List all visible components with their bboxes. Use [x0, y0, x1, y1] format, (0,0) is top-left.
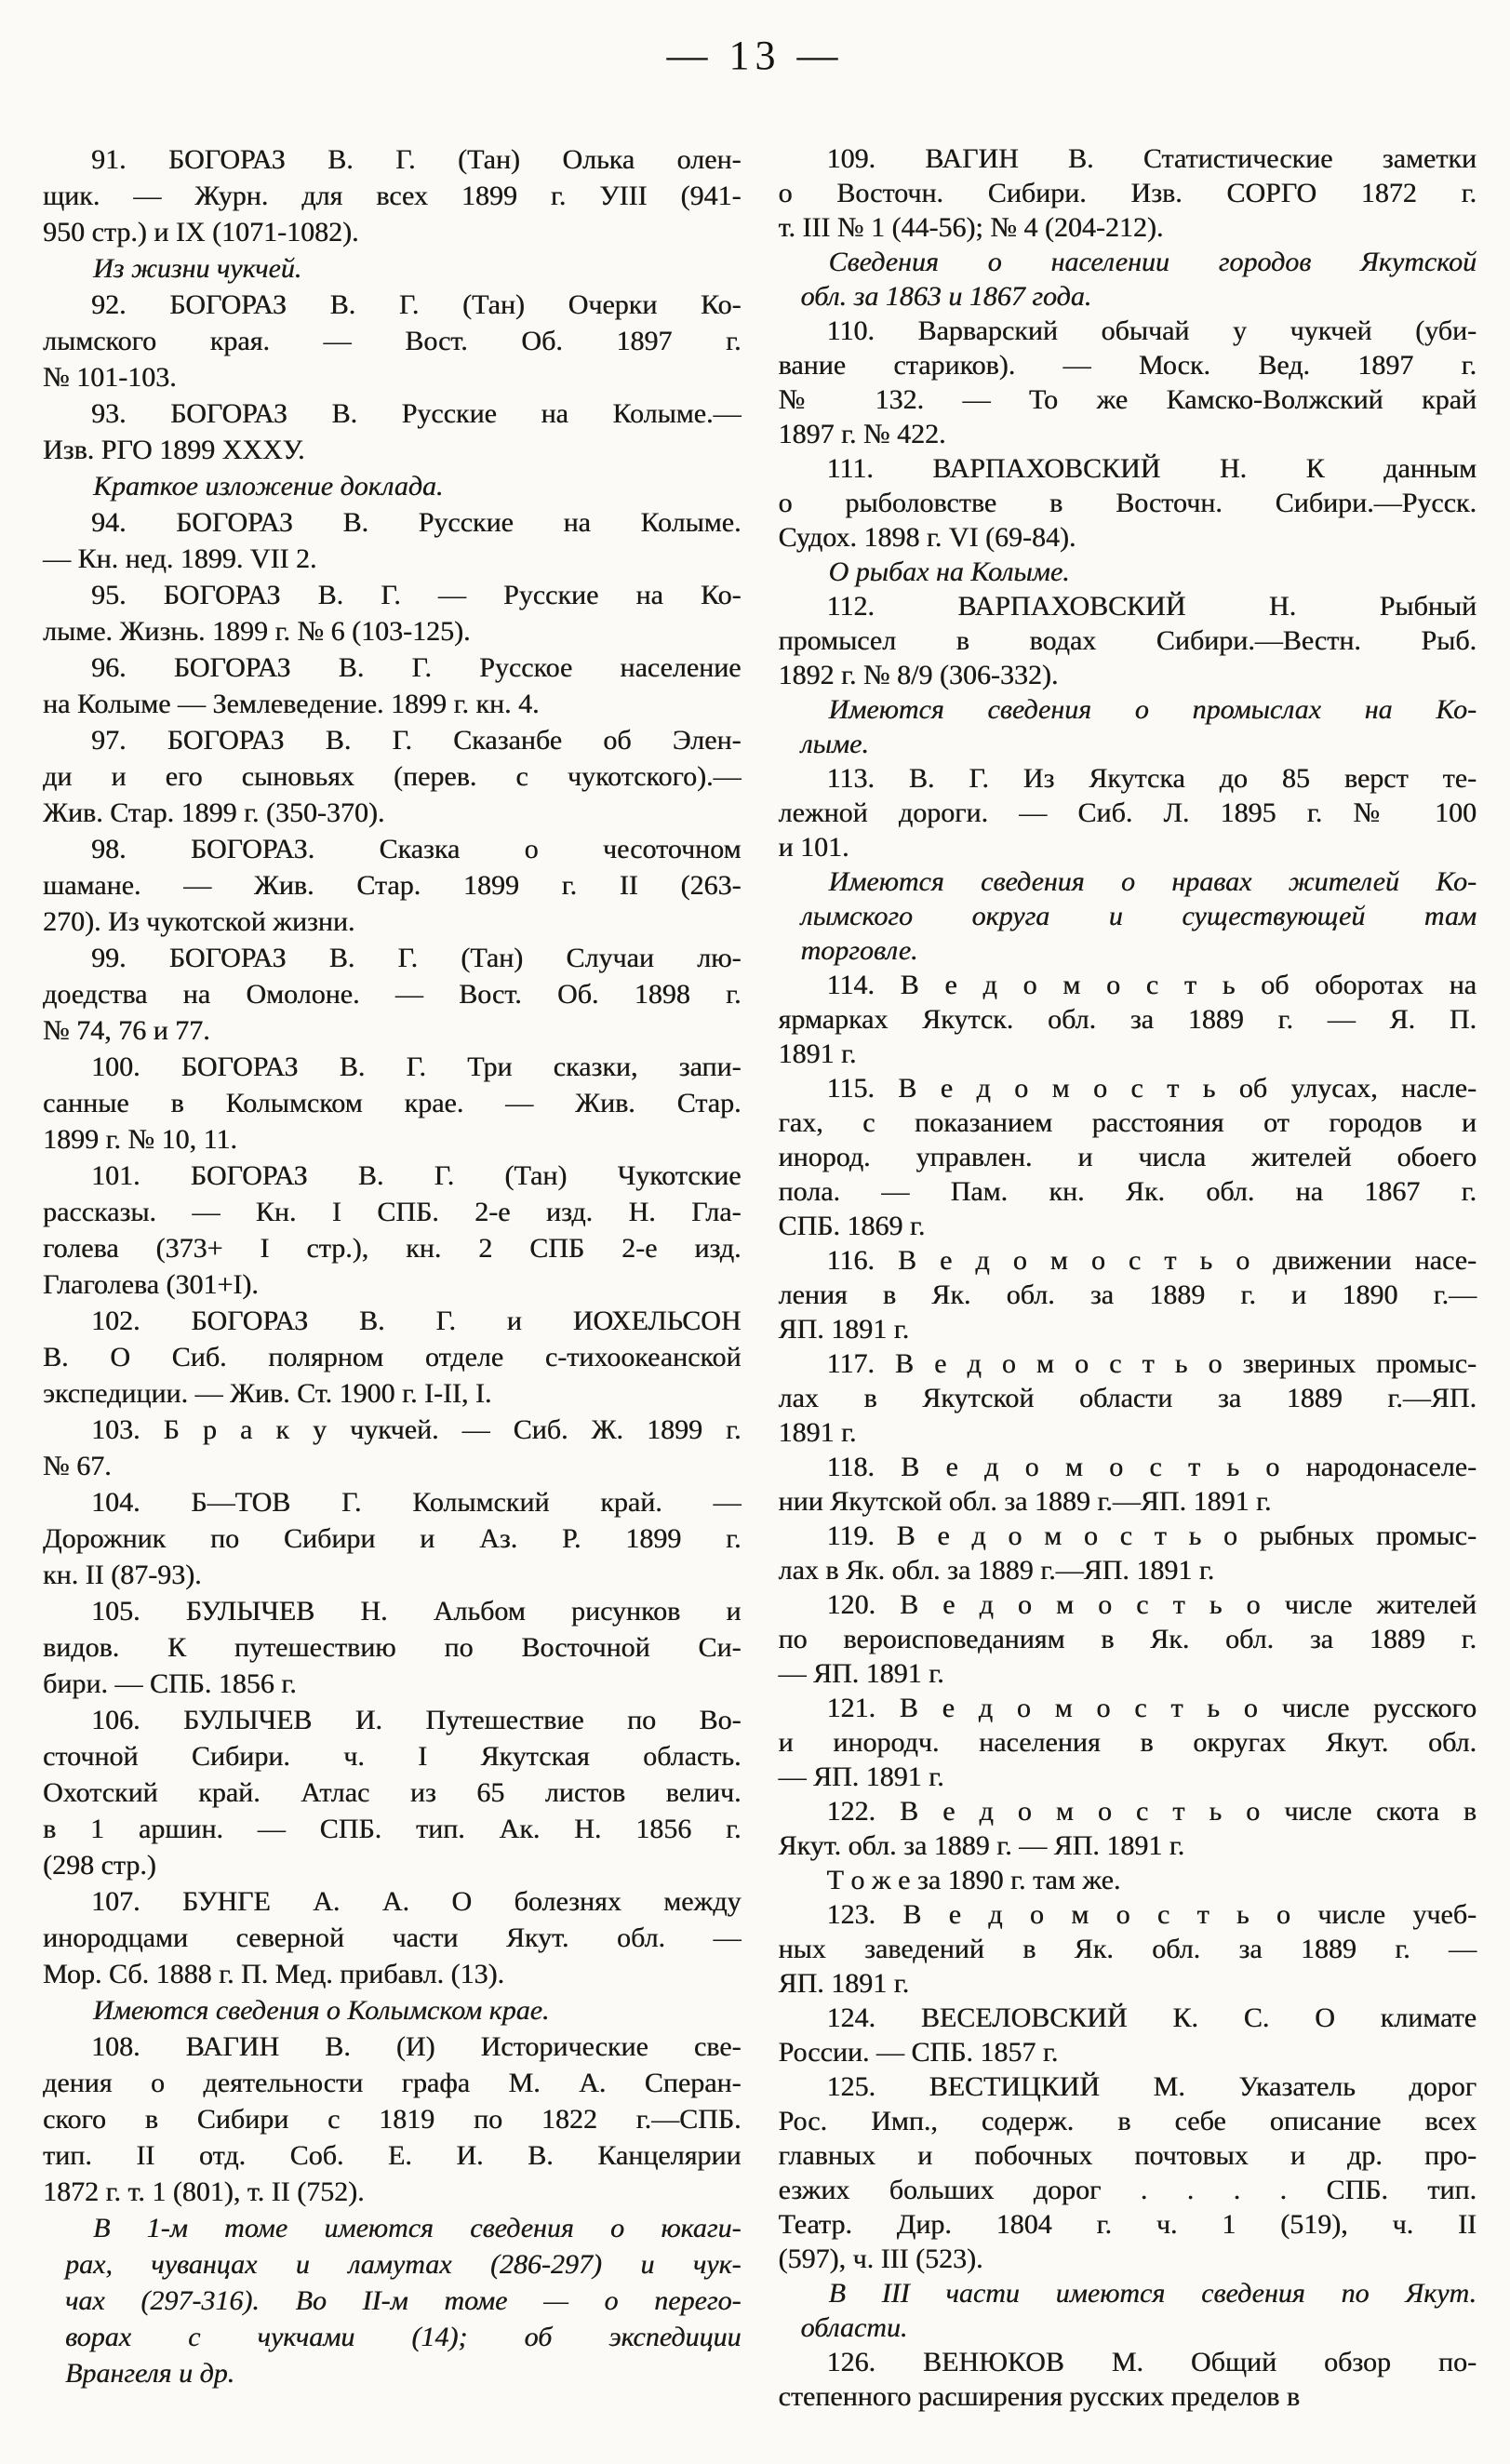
text-line: лах в Як. обл. за 1889 г.—ЯП. 1891 г. [778, 1555, 1215, 1586]
text-line: видов. К путешествию по Восточной Си- [43, 1632, 742, 1663]
text-line: инород. управлен. и числа жителей обоего [778, 1142, 1477, 1172]
text-line: 96. БОГОРАЗ В. Г. Русское население [91, 652, 742, 683]
text-line: О рыбах на Колыме. [828, 556, 1070, 587]
text-line: 103. Б р а к у чукчей. — Сиб. Ж. 1899 г. [91, 1414, 742, 1445]
text-line: 1891 г. [778, 1417, 857, 1448]
text-line: 92. БОГОРАЗ В. Г. (Тан) Очерки Ко- [91, 289, 742, 320]
text-line: щик. — Журн. для всех 1899 г. УIII (941- [43, 181, 742, 211]
text-line: России. — СПБ. 1857 г. [778, 2037, 1059, 2068]
text-line: Мор. Сб. 1888 г. П. Мед. прибавл. (13). [43, 1959, 505, 1989]
text-line: о Восточн. Сибири. Изв. СОРГО 1872 г. [778, 178, 1477, 208]
text-line: 270). Из чукотской жизни. [43, 906, 355, 937]
text-line: 100. БОГОРАЗ В. Г. Три сказки, запи- [91, 1051, 742, 1082]
text-line: лымского округа и существующей там [800, 901, 1477, 931]
entry-annotation [779, 692, 1477, 761]
text-line: шамане. — Жив. Стар. 1899 г. II (263- [43, 870, 742, 901]
bib-entry [43, 395, 742, 468]
text-line: Имеются сведения о промыслах на Ко- [828, 694, 1477, 725]
text-line: В. О Сиб. полярном отделе с-тихоокеанской [43, 1342, 742, 1373]
text-line: Жив. Стар. 1899 г. (350-370). [43, 797, 385, 828]
bib-entry [43, 722, 742, 831]
text-line: лежной дороги. — Сиб. Л. 1895 г. № 100 [778, 797, 1477, 828]
text-line: 116. В е д о м о с т ь о движении насе- [826, 1245, 1477, 1276]
text-line: дения о деятельности графа М. А. Сперан- [43, 2068, 742, 2098]
text-line: 1891 г. [778, 1038, 857, 1069]
text-line: № 74, 76 и 77. [43, 1015, 210, 1046]
bib-entry [779, 761, 1477, 864]
bib-entry [779, 1071, 1477, 1243]
bib-entry [779, 2345, 1477, 2414]
text-line: степенного расширения русских пределов в [778, 2381, 1301, 2412]
bib-entry [43, 577, 742, 649]
text-line: в 1 аршин. — СПБ. тип. Ак. Н. 1856 г. [43, 1814, 742, 1844]
text-line: 93. БОГОРАЗ В. Русские на Колыме.— [91, 398, 742, 429]
entry-annotation [43, 250, 742, 287]
right-column [779, 141, 1477, 2414]
text-line: санные в Колымском крае. — Жив. Стар. [43, 1088, 742, 1118]
text-line: ди и его сыновьях (перев. с чукотского).— [43, 761, 742, 792]
text-line: 114. В е д о м о с т ь об оборотах на [826, 970, 1477, 1000]
page-number: — 13 — [666, 33, 844, 78]
text-line: 97. БОГОРАЗ В. Г. Сказанбе об Элен- [91, 725, 742, 756]
text-line: — Кн. нед. 1899. VII 2. [43, 543, 317, 574]
text-line: № 132. — То же Камско-Волжский край [778, 384, 1477, 415]
text-line: (298 стр.) [43, 1850, 156, 1881]
bib-entry [779, 968, 1477, 1071]
entry-annotation [779, 864, 1477, 968]
text-line: чах (297-316). Во II-м томе — о перего- [65, 2285, 742, 2316]
bib-entry [43, 287, 742, 395]
text-line: доедства на Омолоне. — Вост. Об. 1898 г. [43, 979, 742, 1010]
text-line: 115. В е д о м о с т ь об улусах, насле- [826, 1073, 1477, 1104]
entry-annotation [43, 468, 742, 504]
text-line: 118. В е д о м о с т ь о народонаселе- [826, 1452, 1477, 1482]
entry-annotation [779, 245, 1477, 314]
text-line: Дорожник по Сибири и Аз. Р. 1899 г. [43, 1523, 742, 1554]
text-line: ЯП. 1891 г. [778, 1968, 910, 1999]
text-line: по вероисповеданиям в Як. обл. за 1889 г. [778, 1624, 1477, 1654]
text-line: Из жизни чукчей. [93, 253, 302, 284]
text-line: ных заведений в Як. обл. за 1889 г. — [778, 1934, 1477, 1964]
text-line: и 101. [778, 832, 849, 863]
text-line: 950 стр.) и IX (1071-1082). [43, 217, 359, 248]
text-line: рах, чуванцах и ламутах (286-297) и чук- [65, 2249, 742, 2280]
text-line: ского в Сибири с 1819 по 1822 г.—СПБ. [43, 2104, 742, 2135]
text-line: сточной Сибири. ч. I Якутская область. [43, 1741, 742, 1772]
text-line: бири. — СПБ. 1856 г. [43, 1668, 297, 1699]
text-line: 104. Б—ТОВ Г. Колымский край. — [91, 1487, 742, 1518]
text-line: на Колыме — Землеведение. 1899 г. кн. 4. [43, 689, 540, 719]
bib-entry [779, 1346, 1477, 1450]
text-line: лыме. [800, 729, 869, 759]
text-line: 121. В е д о м о с т ь о числе русского [826, 1693, 1477, 1723]
text-line: Театр. Дир. 1804 г. ч. 1 (519), ч. II [778, 2209, 1477, 2240]
text-line: голева (373+ I стр.), кн. 2 СПБ 2-е изд. [43, 1233, 742, 1264]
text-line: Якут. обл. за 1889 г. — ЯП. 1891 г. [778, 1830, 1185, 1861]
text-line: 98. БОГОРАЗ. Сказка о чесоточном [91, 834, 742, 864]
text-line: 101. БОГОРАЗ В. Г. (Тан) Чукотские [91, 1160, 742, 1191]
text-line: — ЯП. 1891 г. [778, 1761, 944, 1792]
text-line: 1899 г. № 10, 11. [43, 1124, 237, 1155]
bib-entry [779, 1243, 1477, 1346]
text-line: 117. В е д о м о с т ь о звериных промыс- [826, 1348, 1477, 1379]
text-line: 122. В е д о м о с т ь о числе скота в [826, 1796, 1477, 1827]
left-column [43, 141, 742, 2414]
text-line: лах в Якутской области за 1889 г.—ЯП. [778, 1383, 1477, 1413]
bib-entry [779, 2069, 1477, 2276]
text-line: Охотский край. Атлас из 65 листов велич. [43, 1777, 742, 1808]
bib-entry [43, 1883, 742, 1992]
text-line: В III части имеются сведения по Якут. [828, 2278, 1477, 2309]
bib-entry [43, 1412, 742, 1484]
text-line: 112. ВАРПАХОВСКИЙ Н. Рыбный [826, 591, 1477, 622]
text-line: Рос. Имп., содерж. в себе описание всех [778, 2106, 1477, 2136]
text-line: Судох. 1898 г. VI (69-84). [778, 522, 1076, 553]
text-line: 109. ВАГИН В. Статистические заметки [826, 143, 1477, 174]
entry-annotation [779, 555, 1477, 589]
bib-entry [43, 649, 742, 722]
bib-entry [779, 1519, 1477, 1587]
text-line: Глаголева (301+I). [43, 1269, 259, 1300]
text-line: ярмарках Якутск. обл. за 1889 г. — Я. П. [778, 1004, 1477, 1035]
text-line: (597), ч. III (523). [778, 2243, 983, 2274]
text-line: Изв. РГО 1899 ХХХУ. [43, 435, 305, 465]
bib-entry [43, 1702, 742, 1883]
text-line: 123. В е д о м о с т ь о числе учеб- [826, 1899, 1477, 1930]
text-line: 1892 г. № 8/9 (306-332). [778, 660, 1059, 690]
text-line: — ЯП. 1891 г. [778, 1658, 944, 1689]
text-line: вание стариков). — Моск. Вед. 1897 г. [778, 350, 1477, 381]
text-line: В 1-м томе имеются сведения о юкаги- [93, 2213, 742, 2243]
bib-entry [43, 1158, 742, 1303]
bib-entry [43, 1303, 742, 1412]
text-line: кн. II (87-93). [43, 1560, 202, 1590]
text-line: 91. БОГОРАЗ В. Г. (Тан) Олька олен- [91, 144, 742, 175]
text-line: Врангеля и др. [65, 2358, 235, 2389]
text-line: экспедиции. — Жив. Ст. 1900 г. I-II, I. [43, 1378, 492, 1409]
bib-entry [779, 451, 1477, 555]
text-line: и инородч. населения в округах Якут. обл. [778, 1727, 1477, 1758]
text-line: ления в Як. обл. за 1889 г. и 1890 г.— [778, 1279, 1477, 1310]
text-columns [0, 141, 1510, 2414]
text-line: лымского края. — Вост. Об. 1897 г. [43, 326, 742, 356]
entry-annotation [779, 2276, 1477, 2345]
bib-entry [43, 141, 742, 250]
bib-entry [779, 314, 1477, 451]
text-line: 99. БОГОРАЗ В. Г. (Тан) Случаи лю- [91, 943, 742, 973]
text-line: 125. ВЕСТИЦКИЙ М. Указатель дорог [826, 2071, 1477, 2102]
text-line: Краткое изложение доклада. [93, 471, 444, 502]
text-line: нии Якутской обл. за 1889 г.—ЯП. 1891 г. [778, 1486, 1272, 1517]
bib-entry [779, 589, 1477, 692]
text-line: главных и побочных почтовых и др. про- [778, 2140, 1477, 2171]
text-line: 124. ВЕСЕЛОВСКИЙ К. С. О климате [826, 2002, 1477, 2033]
text-line: тип. II отд. Соб. Е. И. В. Канцелярии [43, 2140, 742, 2171]
bib-entry [779, 1450, 1477, 1519]
text-line: Т о ж е за 1890 г. там же. [826, 1865, 1121, 1895]
text-line: лыме. Жизнь. 1899 г. № 6 (103-125). [43, 616, 471, 647]
text-line: 94. БОГОРАЗ В. Русские на Колыме. [91, 507, 742, 538]
text-line: № 67. [43, 1451, 112, 1481]
text-line: 126. ВЕНЮКОВ М. Общий обзор по- [826, 2347, 1477, 2377]
text-line: 113. В. Г. Из Якутска до 85 верст те- [826, 763, 1477, 794]
bib-entry [779, 141, 1477, 245]
bib-entry [779, 1794, 1477, 1863]
text-line: пола. — Пам. кн. Як. обл. на 1867 г. [778, 1176, 1477, 1207]
bib-entry [43, 1484, 742, 1593]
text-line: 119. В е д о м о с т ь о рыбных промыс- [826, 1520, 1477, 1551]
text-line: 111. ВАРПАХОВСКИЙ Н. К данным [826, 453, 1477, 484]
text-line: № 101-103. [43, 362, 177, 393]
text-line: 120. В е д о м о с т ь о числе жителей [826, 1589, 1477, 1620]
bib-entry [779, 1897, 1477, 2001]
text-line: езжих больших дорог . . . . СПБ. тип. [778, 2175, 1477, 2205]
bib-entry [43, 504, 742, 577]
entry-annotation [43, 1992, 742, 2029]
text-line: Имеются сведения о Колымском крае. [93, 1995, 550, 2026]
text-line: области. [800, 2312, 908, 2343]
text-line: торговле. [800, 935, 918, 966]
bib-entry [779, 2001, 1477, 2069]
text-line: 106. БУЛЫЧЕВ И. Путешествие по Во- [91, 1705, 742, 1735]
text-line: ворах с чукчами (14); об экспедиции [65, 2322, 742, 2352]
text-line: 102. БОГОРАЗ В. Г. и ИОХЕЛЬСОН [91, 1306, 742, 1336]
text-line: 110. Варварский обычай у чукчей (уби- [826, 315, 1477, 346]
text-line: Сведения о населении городов Якутской [828, 247, 1477, 277]
text-line: о рыболовстве в Восточн. Сибири.—Русск. [778, 488, 1477, 518]
text-line: 108. ВАГИН В. (И) Исторические све- [91, 2031, 742, 2062]
text-line: рассказы. — Кн. I СПБ. 2-е изд. Н. Гла- [43, 1197, 742, 1227]
text-line: 105. БУЛЫЧЕВ Н. Альбом рисунков и [91, 1596, 742, 1627]
text-line: инородцами северной части Якут. обл. — [43, 1922, 742, 1953]
text-line: промысел в водах Сибири.—Вестн. Рыб. [778, 625, 1477, 656]
bib-entry [43, 940, 742, 1049]
text-line: гах, с показанием расстояния от городов и [778, 1107, 1477, 1138]
text-line: 95. БОГОРАЗ В. Г. — Русские на Ко- [91, 580, 742, 610]
text-line: 107. БУНГЕ А. А. О болезнях между [91, 1886, 742, 1917]
bib-entry [779, 1863, 1477, 1897]
bib-entry [43, 2029, 742, 2210]
text-line: 1872 г. т. 1 (801), т. II (752). [43, 2176, 365, 2207]
text-line: обл. за 1863 и 1867 года. [800, 281, 1092, 312]
text-line: т. III № 1 (44-56); № 4 (204-212). [778, 212, 1164, 243]
bib-entry [43, 1593, 742, 1702]
entry-annotation [43, 2210, 742, 2391]
text-line: ЯП. 1891 г. [778, 1314, 910, 1345]
bib-entry [779, 1691, 1477, 1794]
bib-entry [43, 831, 742, 940]
text-line: СПБ. 1869 г. [778, 1211, 926, 1241]
bib-entry [779, 1587, 1477, 1691]
text-line: 1897 г. № 422. [778, 419, 946, 449]
text-line: Имеются сведения о нравах жителей Ко- [828, 866, 1477, 897]
bib-entry [43, 1049, 742, 1158]
